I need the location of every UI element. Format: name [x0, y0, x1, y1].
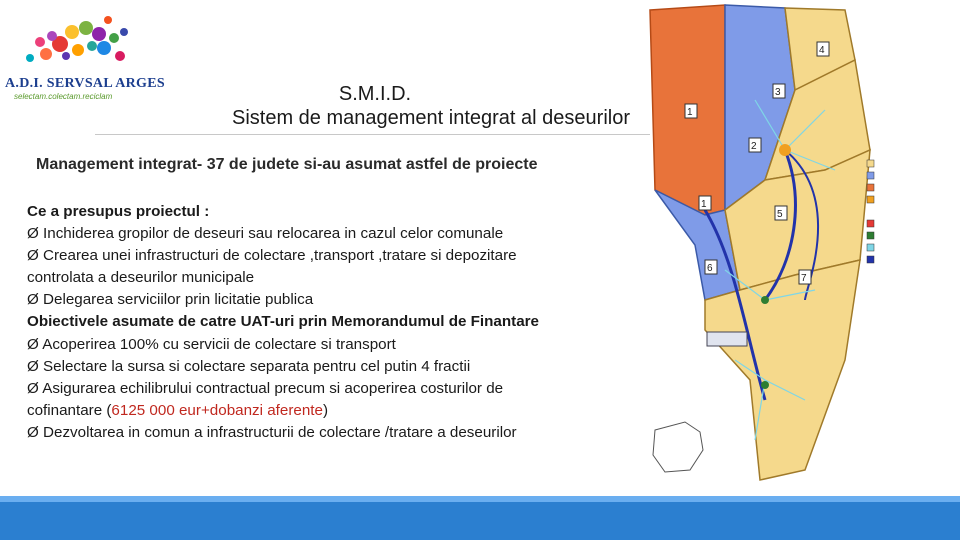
- map-svg: [645, 0, 960, 495]
- body-line: Ø Acoperirea 100% cu servicii de colectare si transport: [27, 335, 396, 353]
- logo-name: A.D.I. SERVSAL ARGES: [5, 76, 165, 91]
- body-line: Ce a presupus proiectul :: [27, 203, 210, 220]
- logo: [0, 12, 190, 102]
- svg-text:6: 6: [707, 263, 713, 274]
- body-line: Ø Delegarea serviciilor prin licitatie publica: [27, 291, 314, 309]
- body-line: Ø Asigurarea echilibrului contractual precum si acoperirea costurilor de: [27, 379, 504, 397]
- body-line: Ø Crearea unei infrastructuri de colectare ,transport ,tratare si depozitare: [27, 247, 517, 265]
- body-line: controlata a deseurilor municipale: [27, 269, 255, 287]
- section-subtitle: Management integrat- 37 de judete si-au asumat astfel de proiecte: [36, 156, 538, 173]
- svg-text:1: 1: [701, 199, 707, 210]
- svg-text:5: 5: [777, 209, 783, 220]
- svg-text:3: 3: [775, 87, 781, 98]
- divider: [95, 134, 650, 135]
- svg-text:2: 2: [751, 141, 757, 152]
- body-line: Obiectivele asumate de catre UAT-uri prin Memorandumul de Finantare: [27, 313, 539, 331]
- logo-flower-icon: [0, 12, 190, 82]
- body-text-segment: ): [322, 401, 329, 419]
- body-text-segment: cofinantare (: [27, 401, 112, 419]
- body-line: Ø Inchiderea gropilor de deseuri sau relocarea in cazul celor comunale: [27, 225, 504, 243]
- page-title: S.M.I.D.: [338, 83, 412, 105]
- body-line: Ø Selectare la sursa si colectare separata pentru cel putin 4 fractii: [27, 357, 471, 375]
- footer-bar: [0, 496, 960, 540]
- svg-text:7: 7: [801, 273, 807, 284]
- county-map: [645, 0, 960, 495]
- footer-bar-highlight: [0, 496, 960, 502]
- svg-text:4: 4: [819, 45, 825, 56]
- page-subtitle-heading: Sistem de management integrat al deseurilor: [232, 107, 630, 129]
- body-line: Ø Dezvoltarea in comun a infrastructurii de colectare /tratare a deseurilor: [27, 423, 517, 441]
- logo-tagline: selectam.colectam.reciclam: [14, 92, 113, 101]
- funding-amount: 6125 000 eur+dobanzi aferente: [111, 401, 323, 419]
- svg-text:1: 1: [687, 107, 693, 118]
- body-text: [27, 201, 647, 444]
- body-line: [27, 400, 647, 422]
